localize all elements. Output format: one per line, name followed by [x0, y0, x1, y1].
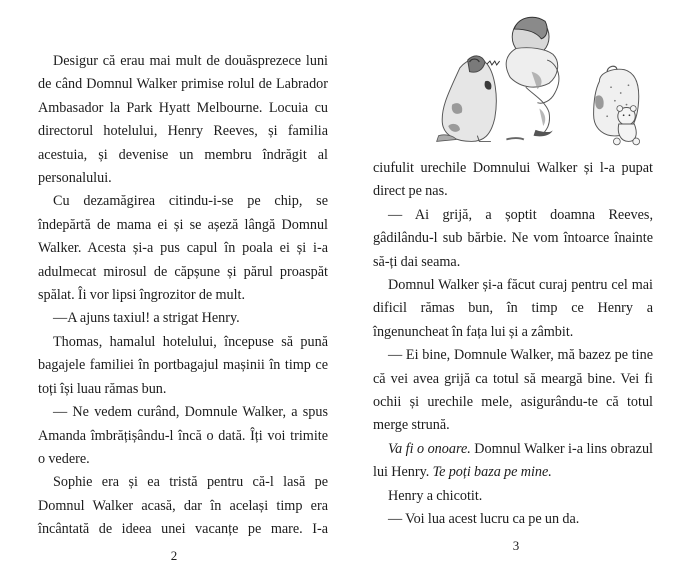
paragraph-mixed-italic: [373, 438, 653, 485]
paragraph: — Ai grijă, a șoptit doamna Reeves, gâdilându-l sub bărbie. Ne vom întoarce înainte să-ți dai seama.: [373, 206, 653, 270]
paragraph: — Ne vedem curând, Domnule Walker, a spus Amanda îmbrățișându-l încă o dată. Îți voi trimite o vedere.: [38, 404, 328, 467]
left-page-text: [38, 50, 328, 542]
paragraph: ciufulit urechile Domnului Walker și l-a pupat direct pe nas.: [373, 160, 653, 200]
page-number: 3: [512, 538, 520, 553]
right-page-text: [373, 157, 653, 532]
paragraph-text: Domnul Walker i-a lins obrazul lui Henry.: [373, 440, 654, 481]
paragraph: Thomas, hamalul hotelului, începuse să pună bagajele familiei în portbagajul mașinii în timp ce toți își luau rămas bun.: [38, 333, 328, 397]
left-page: [0, 0, 350, 563]
paragraph: Sophie era și ea tristă pentru că-l lasă pe Domnul Walker acasă, dar în același timp era încântată de ideea unei vacanțe pe mare. I-a: [38, 474, 328, 538]
paragraph: Domnul Walker și-a făcut curaj pentru cel mai dificil rămas bun, în timp ce Henry a îngenuncheat în fața lui și a zâmbit.: [373, 277, 653, 340]
illustration-boy-dog-backpack: [405, 0, 695, 155]
right-page: [350, 0, 700, 553]
italic-thought: Va fi o onoare.: [388, 440, 471, 457]
paragraph: — Ei bine, Domnule Walker, mă bazez pe tine că vei avea grijă ca totul să meargă bine. Vei fi ochii și urechile mele, asigurându-te că totul merge strună.: [373, 347, 653, 434]
dog-illustration: [437, 56, 500, 142]
paragraph: Desigur că erau mai mult de douăsprezece luni de când Domnul Walker primise rolul de Labrador Ambasador la Park Hyatt Melbourne. Locuia cu directorul hotelului, Henry Reeves, și familia acestuia, și devenise un membru îndrăgit al personalului.: [38, 53, 328, 187]
paragraph: —A ajuns taxiul! a strigat Henry.: [53, 310, 240, 327]
page-number: 2: [170, 548, 178, 563]
paragraph: — Voi lua acest lucru ca pe un da.: [388, 511, 580, 528]
paragraph: Cu dezamăgirea citindu-i-se pe chip, se îndepărtă de mama ei și se așeză lângă Domnul Walker. Acesta și-a pus capul în poala ei și i-a adulmecat mirosul de căpșune și părul proaspăt spălat. Îi vor lipsi îngrozitor de mult.: [38, 193, 328, 304]
boy-illustration: [506, 17, 559, 139]
paragraph: Henry a chicotit.: [388, 487, 483, 504]
italic-thought: Te poți baza pe mine.: [432, 464, 552, 481]
